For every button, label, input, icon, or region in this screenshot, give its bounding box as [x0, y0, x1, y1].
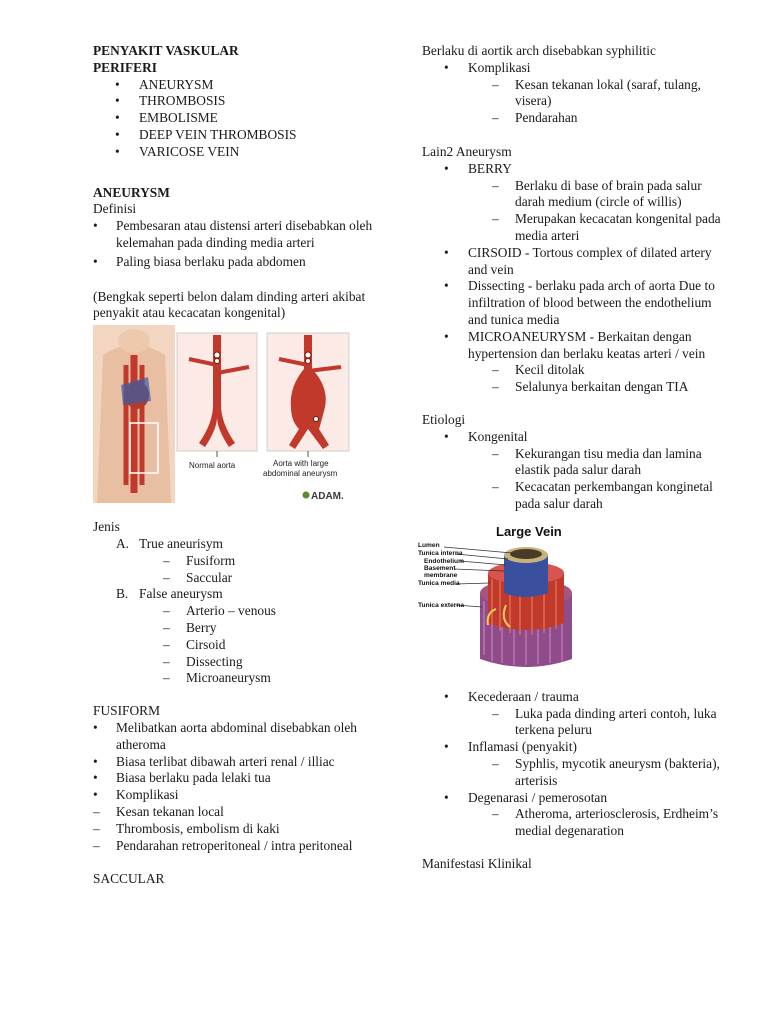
- list-item: – Atheroma, arteriosclerosis, Erdheim’s medial degenaration: [422, 806, 732, 840]
- list-item: – Luka pada dinding arteri contoh, luka terkena peluru: [422, 706, 732, 740]
- definition-note: (Bengkak seperti belon dalam dinding arteri akibat penyakit atau kecacatan kongenital): [93, 288, 369, 321]
- list-item: • Biasa terlibat dibawah arteri renal / illiac: [93, 754, 393, 771]
- fusiform-heading: FUSIFORM: [93, 703, 160, 719]
- list-item: • Degenarasi / pemerosotan: [422, 790, 732, 807]
- saccular-komplikasi-sublist: [422, 77, 732, 127]
- list-item: • Biasa berlaku pada lelaki tua: [93, 770, 393, 787]
- berry-sublist: [422, 178, 732, 245]
- list-item: • Kongenital: [422, 429, 732, 446]
- list-item: – Cirsoid: [93, 637, 393, 654]
- list-item: – Thrombosis, embolism di kaki: [70, 821, 393, 838]
- list-item: [93, 536, 393, 553]
- definisi-list: [93, 218, 393, 270]
- trauma-item: [422, 689, 732, 706]
- list-item-label: True aneurisym: [139, 535, 223, 551]
- page-title-line-2: PERIFERI: [93, 59, 157, 75]
- list-item: • Melibatkan aorta abdominal disebabkan oleh atheroma: [93, 720, 393, 754]
- micro-sublist: [422, 362, 732, 396]
- list-item: • Dissecting - berlaku pada arch of aorta Due to infiltration of blood between the endothelium and tunica media: [422, 278, 732, 328]
- list-item: – Fusiform: [93, 553, 393, 570]
- list-item: • THROMBOSIS: [93, 93, 393, 110]
- aorta-illustration: [93, 325, 355, 503]
- manifestasi-heading: Manifestasi Klinikal: [422, 855, 532, 871]
- list-item: • ANEURYSM: [93, 77, 393, 94]
- fusiform-komplikasi-list: [70, 804, 393, 854]
- vein-title: Large Vein: [496, 523, 562, 539]
- list-marker: A.: [116, 535, 130, 551]
- list-item: – Pendarahan retroperitoneal / intra peritoneal: [70, 838, 393, 855]
- definisi-label: Definisi: [93, 201, 137, 217]
- list-item-label: False aneurysm: [139, 586, 223, 602]
- list-item: • DEEP VEIN THROMBOSIS: [93, 127, 393, 144]
- list-item: • VARICOSE VEIN: [93, 144, 393, 161]
- vein-label-tunica-interna: Tunica interna: [418, 549, 463, 557]
- label-normal-aorta: Normal aorta: [189, 461, 236, 471]
- list-item: • BERRY: [422, 161, 732, 178]
- jenis-list-b: [93, 586, 393, 603]
- lain-aneurysm-heading: Lain2 Aneurysm: [422, 143, 512, 159]
- jenis-list: [93, 536, 393, 553]
- list-item: – Kecacatan perkembangan konginetal pada salur darah: [422, 479, 732, 513]
- list-item: • CIRSOID - Tortous complex of dilated artery and vein: [422, 245, 732, 279]
- vein-label-membrane: membrane: [424, 571, 458, 579]
- topic-list: [93, 77, 393, 161]
- inflamasi-item: [422, 739, 732, 756]
- etiologi-heading: Etiologi: [422, 411, 466, 427]
- list-item: – Kecil ditolak: [422, 362, 732, 379]
- list-item: • MICROANEURYSM - Berkaitan dengan hypertension dan berlaku keatas arteri / vein: [422, 329, 732, 363]
- vein-label-lumen: Lumen: [418, 541, 440, 549]
- page-title-line-1: PENYAKIT VASKULAR: [93, 43, 239, 58]
- vein-label-endothelium: Endothelium: [424, 557, 464, 565]
- list-item: – Merupakan kecacatan kongenital pada media arteri: [422, 211, 732, 245]
- degenerasi-item: [422, 790, 732, 807]
- adam-logo: ADAM.: [311, 491, 344, 503]
- vein-label-basement: Basement: [424, 564, 456, 572]
- list-item: • Pembesaran atau distensi arteri disebabkan oleh kelemahan pada dinding media arteri: [93, 218, 393, 252]
- list-item: • Kecederaan / trauma: [422, 689, 732, 706]
- list-item: – Berry: [93, 620, 393, 637]
- list-marker: B.: [116, 586, 129, 602]
- list-item: – Saccular: [93, 570, 393, 587]
- left-column: [93, 43, 393, 888]
- fusiform-list: [93, 720, 393, 804]
- list-item: • Inflamasi (penyakit): [422, 739, 732, 756]
- label-large-aneurysm-1: Aorta with large: [273, 459, 329, 469]
- true-aneurysm-sublist: [93, 553, 393, 587]
- list-item: – Microaneurysm: [93, 670, 393, 687]
- other-aneurysm-list: [422, 245, 732, 363]
- list-item: • EMBOLISME: [93, 110, 393, 127]
- berry-item: [422, 161, 732, 178]
- label-large-aneurysm-2: abdominal aneurysm: [263, 469, 338, 479]
- saccular-heading: SACCULAR: [93, 871, 165, 887]
- large-vein-illustration: [416, 523, 586, 675]
- kongenital-item: [422, 429, 732, 446]
- trauma-sublist: [422, 706, 732, 740]
- list-item: – Selalunya berkaitan dengan TIA: [422, 379, 732, 396]
- false-aneurysm-sublist: [93, 603, 393, 687]
- aneurysm-heading: ANEURYSM: [93, 184, 170, 200]
- list-item: – Kesan tekanan lokal (saraf, tulang, visera): [422, 77, 732, 111]
- list-item: – Dissecting: [93, 654, 393, 671]
- list-item: [93, 586, 393, 603]
- vein-label-tunica-externa: Tunica externa: [418, 601, 465, 609]
- saccular-intro: Berlaku di aortik arch disebabkan syphilitic: [422, 43, 656, 58]
- kongenital-sublist: [422, 446, 732, 513]
- list-item: • Paling biasa berlaku pada abdomen: [93, 254, 393, 271]
- vein-label-tunica-media: Tunica media: [418, 579, 460, 587]
- list-item: – Kekurangan tisu media dan lamina elastik pada salur darah: [422, 446, 732, 480]
- right-column: [418, 43, 732, 873]
- list-item: • Komplikasi: [93, 787, 393, 804]
- degenerasi-sublist: [422, 806, 732, 840]
- list-item: – Arterio – venous: [93, 603, 393, 620]
- list-item: • Komplikasi: [422, 60, 732, 77]
- list-item: – Kesan tekanan local: [70, 804, 393, 821]
- inflamasi-sublist: [422, 756, 732, 790]
- list-item: – Syphlis, mycotik aneurysm (bakteria), arterisis: [422, 756, 732, 790]
- list-item: – Pendarahan: [422, 110, 732, 127]
- jenis-label: Jenis: [93, 519, 120, 535]
- list-item: – Berlaku di base of brain pada salur darah medium (circle of willis): [422, 178, 732, 212]
- saccular-komplikasi: [422, 60, 732, 77]
